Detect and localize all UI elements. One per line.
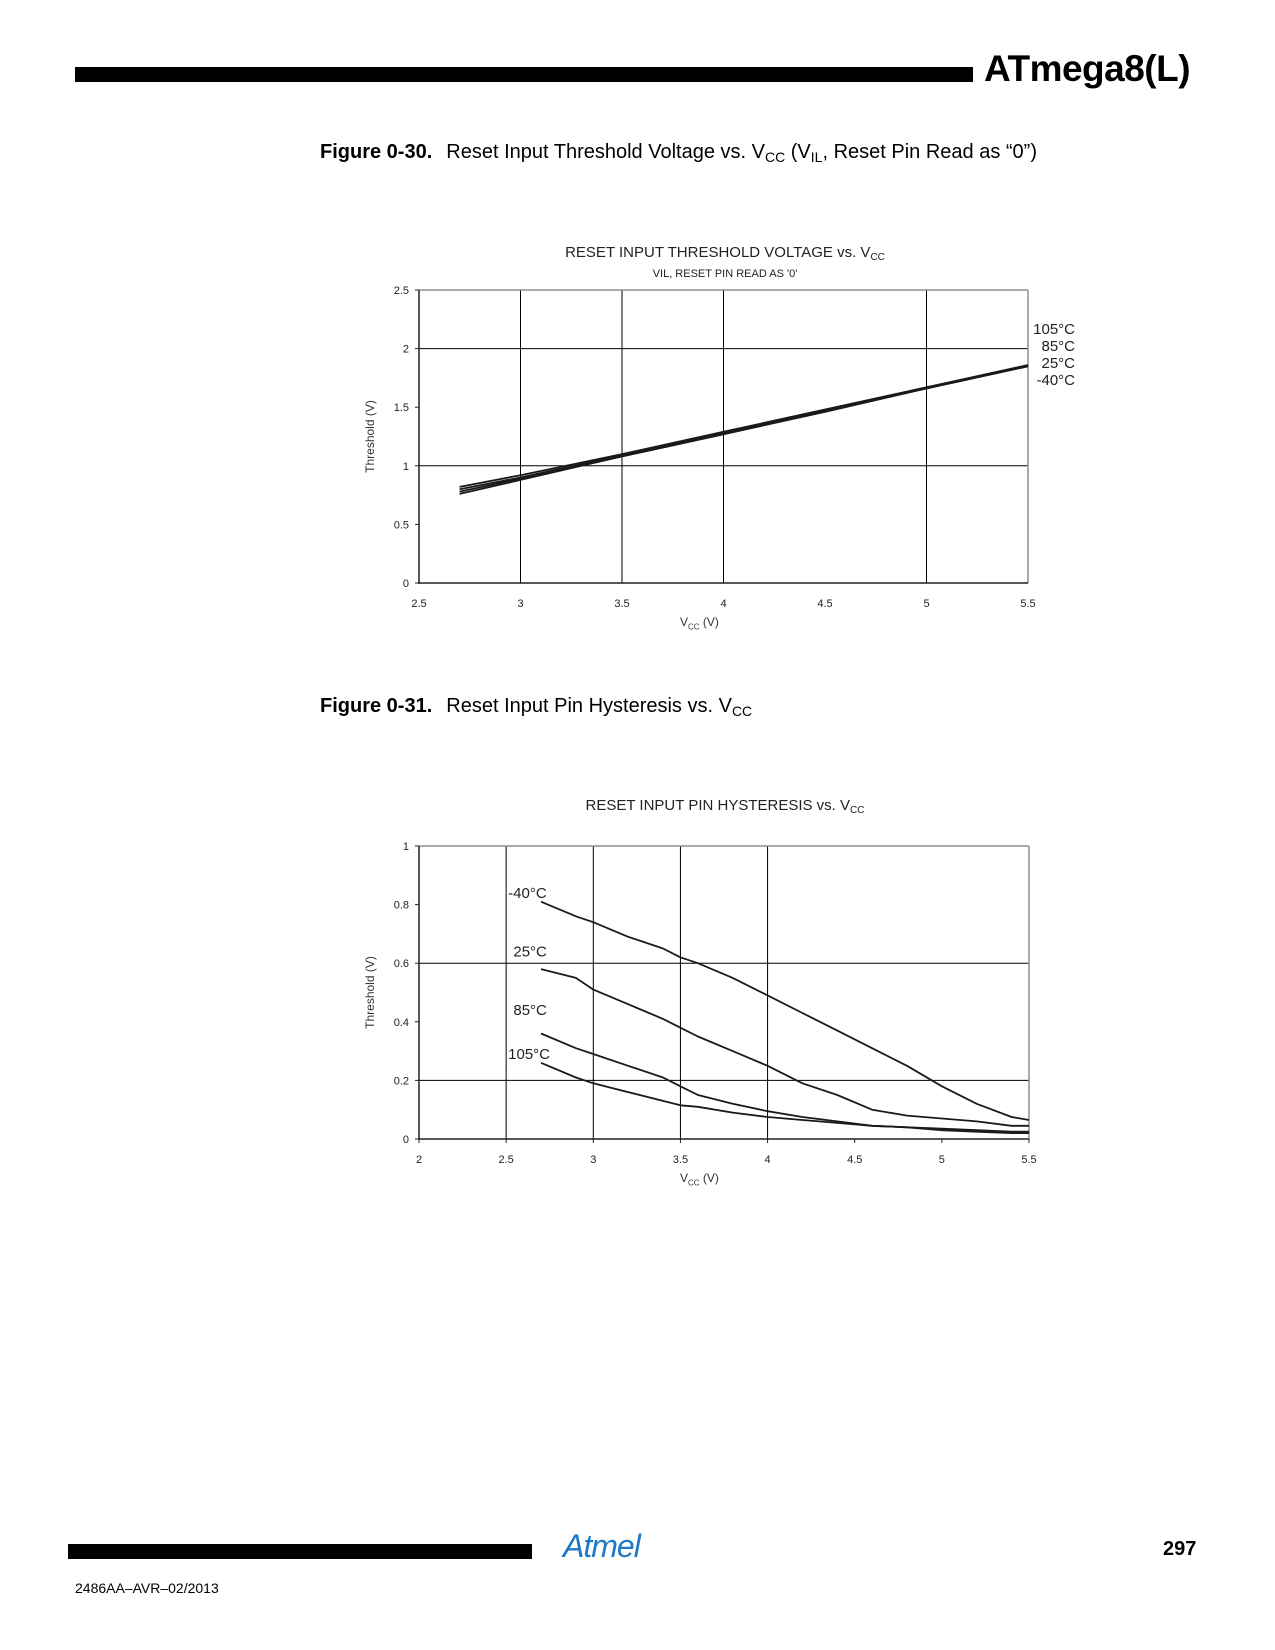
x-tick-label: 2.5 xyxy=(498,1154,514,1166)
document-code: 2486AA–AVR–02/2013 xyxy=(75,1580,219,1596)
legend-entry: 105°C xyxy=(1033,321,1075,338)
series-label: 25°C xyxy=(513,943,547,961)
series-line xyxy=(541,1063,1029,1132)
y-tick-label: 0.4 xyxy=(393,1016,409,1029)
series-label: -40°C xyxy=(508,884,547,902)
y-tick-label: 0.6 xyxy=(393,958,409,971)
y-tick-label: 0.2 xyxy=(393,1075,409,1088)
atmel-logo: Atmel xyxy=(563,1528,640,1564)
legend-entry: 85°C xyxy=(1041,338,1075,355)
chart-title-text: RESET INPUT THRESHOLD VOLTAGE vs. V xyxy=(565,244,871,261)
x-tick-label: 3 xyxy=(517,598,524,610)
caption-subscript: CC xyxy=(764,149,786,165)
y-tick-label: 0 xyxy=(402,1134,409,1146)
x-tick-label: 5 xyxy=(938,1154,945,1166)
x-axis-label-text: V xyxy=(680,1171,689,1185)
footer-rule xyxy=(68,1544,532,1559)
figure-number: Figure 0-30. xyxy=(320,141,433,163)
series-label: 105°C xyxy=(508,1046,551,1064)
x-axis-label-text: V xyxy=(680,615,689,629)
caption-text: Reset Input Threshold Voltage vs. V xyxy=(446,141,765,163)
caption-subscript: IL xyxy=(810,149,823,165)
x-tick-label: 3.5 xyxy=(672,1154,689,1166)
figure-number: Figure 0-31. xyxy=(320,695,433,717)
caption-text: Reset Input Pin Hysteresis vs. V xyxy=(446,695,732,717)
y-tick-label: 1.5 xyxy=(393,402,409,415)
x-axis-label-subscript: CC xyxy=(688,622,700,632)
x-tick-label: 2.5 xyxy=(411,598,427,610)
y-tick-label: 0.5 xyxy=(393,519,409,532)
x-tick-label: 5.5 xyxy=(1021,1154,1037,1166)
series-line xyxy=(541,902,1029,1120)
x-axis-label xyxy=(680,1171,719,1187)
document-title: ATmega8(L) xyxy=(984,48,1191,89)
legend-entry: 25°C xyxy=(1041,355,1075,372)
x-tick-label: 4 xyxy=(720,598,727,610)
page-number: 297 xyxy=(1163,1538,1197,1560)
series-line xyxy=(541,969,1029,1126)
caption-text: , Reset Pin Read as “0”) xyxy=(822,141,1037,163)
caption-text: (V xyxy=(785,141,811,163)
x-tick-label: 2 xyxy=(415,1154,423,1166)
y-tick-label: 2.5 xyxy=(393,285,409,297)
x-tick-label: 4.5 xyxy=(847,1154,863,1166)
chart-title-subscript: CC xyxy=(850,805,865,816)
x-tick-label: 3.5 xyxy=(614,598,630,610)
y-tick-label: 1 xyxy=(402,841,409,853)
x-tick-label: 3 xyxy=(590,1154,597,1166)
y-axis-label: Threshold (V) xyxy=(363,956,377,1029)
x-tick-label: 4.5 xyxy=(817,598,833,610)
x-tick-label: 5 xyxy=(923,598,930,610)
x-axis-label-unit: (V) xyxy=(699,615,719,629)
chart-title-text: RESET INPUT PIN HYSTERESIS vs. V xyxy=(585,797,851,814)
legend-entry: -40°C xyxy=(1036,372,1075,389)
caption-subscript: CC xyxy=(731,703,753,719)
x-axis-label-subscript: CC xyxy=(688,1178,700,1188)
x-tick-label: 4 xyxy=(764,1154,771,1166)
chart-subtitle: VIL, RESET PIN READ AS '0' xyxy=(652,268,798,280)
y-tick-label: 2 xyxy=(402,343,409,356)
x-axis-label-unit: (V) xyxy=(699,1171,719,1185)
series-label: 85°C xyxy=(513,1002,547,1020)
x-tick-label: 5.5 xyxy=(1020,598,1036,610)
y-tick-label: 0 xyxy=(402,578,409,590)
y-tick-label: 0.8 xyxy=(393,899,409,912)
y-tick-label: 1 xyxy=(402,460,409,473)
chart-title-subscript: CC xyxy=(870,252,885,263)
y-axis-label: Threshold (V) xyxy=(363,400,377,473)
